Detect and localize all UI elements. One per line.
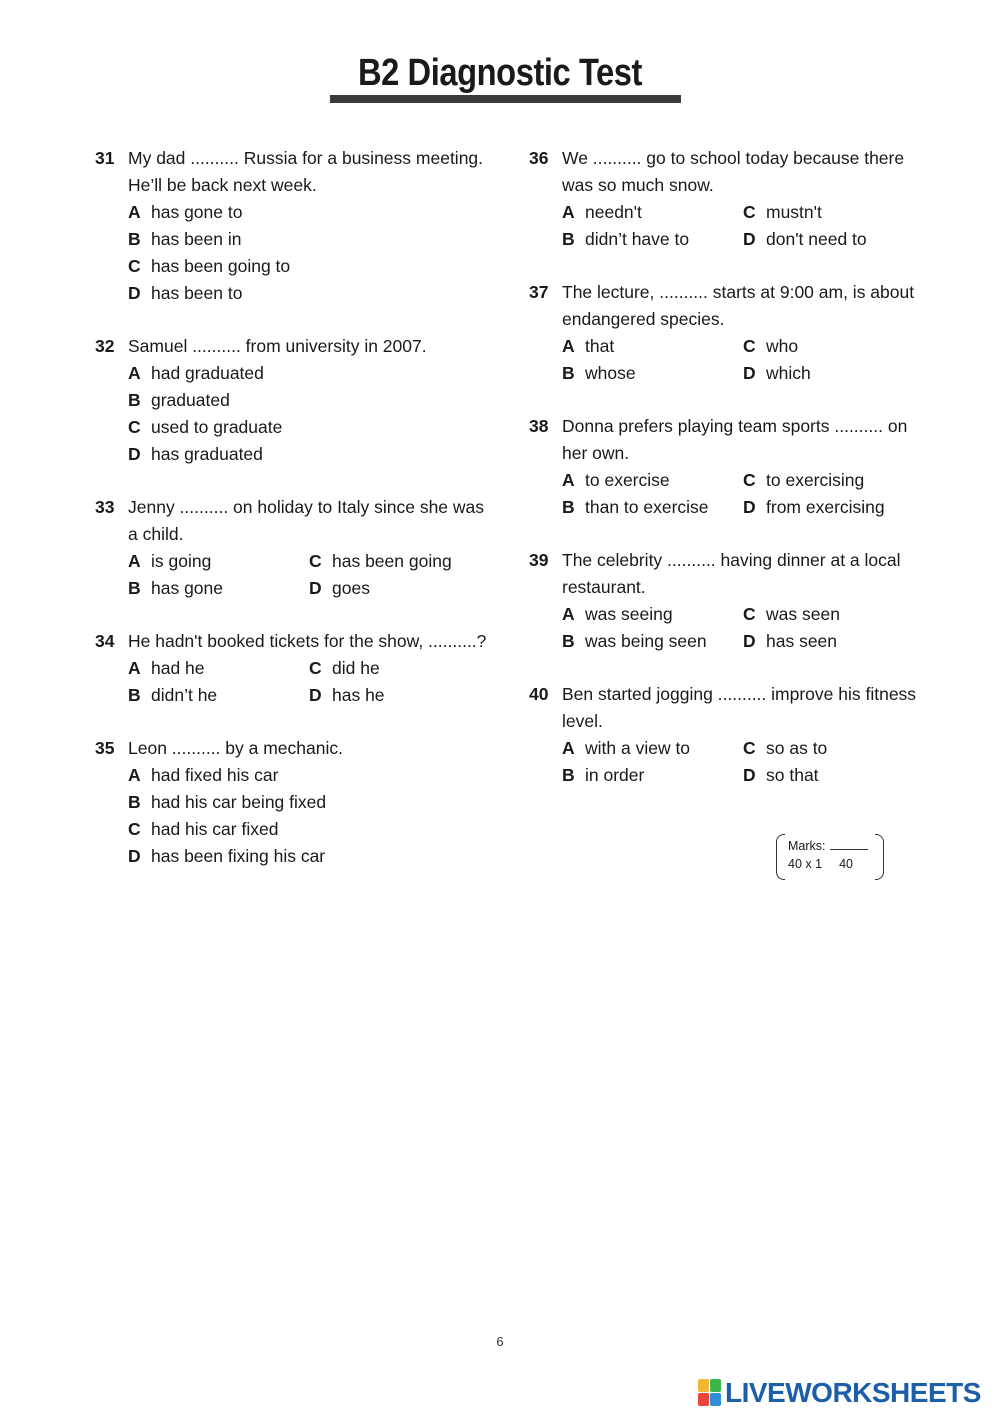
option-40-a[interactable] [562,735,743,762]
option-text: did he [332,658,380,678]
option-letter: C [128,819,141,839]
option-letter: A [128,551,141,571]
option-text: used to graduate [151,417,283,437]
option-text: mustn't [766,202,822,222]
option-38-b[interactable] [562,494,743,521]
option-text: needn't [585,202,642,222]
marks-label: Marks: [788,839,826,853]
option-letter: D [309,685,322,705]
option-34-b[interactable] [128,682,309,709]
option-text: has been going [332,551,452,571]
option-31-d[interactable] [128,280,495,307]
question-text: The lecture, .......... starts at 9:00 am, is about endangered species. [562,282,915,329]
option-text: has been to [151,283,243,303]
option-letter: A [128,363,141,383]
option-letter: D [743,631,756,651]
option-31-a[interactable] [128,199,495,226]
answer-options [95,360,495,468]
option-letter: D [128,283,141,303]
option-text: so that [766,765,819,785]
option-text: has seen [766,631,838,651]
question-text: Samuel .......... from university in 2007. [128,336,427,356]
option-38-a[interactable] [562,467,743,494]
title-underline [330,95,681,103]
option-letter: C [743,738,756,758]
option-40-d[interactable] [743,762,933,789]
question-text: The celebrity .......... having dinner at a local restaurant. [562,550,901,597]
option-33-d[interactable] [309,575,499,602]
answer-options [529,199,929,253]
question-text: Ben started jogging .......... improve his fitness level. [562,684,917,731]
option-39-d[interactable] [743,628,933,655]
option-text: so as to [766,738,828,758]
option-text: has been going to [151,256,291,276]
left-column [95,145,495,896]
option-letter: C [743,202,756,222]
option-text: has gone [151,578,224,598]
answer-options [529,735,929,789]
option-letter: D [128,444,141,464]
option-letter: A [128,658,141,678]
option-letter: C [128,256,141,276]
option-letter: A [562,604,575,624]
option-text: didn’t he [151,685,218,705]
question-text: Leon .......... by a mechanic. [128,738,343,758]
option-31-c[interactable] [128,253,495,280]
option-33-c[interactable] [309,548,499,575]
option-text: in order [585,765,645,785]
question-number: 31 [95,148,115,168]
option-40-c[interactable] [743,735,933,762]
option-letter: D [128,846,141,866]
question-number: 32 [95,336,115,356]
option-39-a[interactable] [562,601,743,628]
option-letter: D [743,229,756,249]
option-39-b[interactable] [562,628,743,655]
option-text: didn’t have to [585,229,690,249]
option-35-c[interactable] [128,816,495,843]
option-text: to exercise [585,470,670,490]
answer-options [529,333,929,387]
question-text: My dad .......... Russia for a business meeting. He’ll be back next week. [128,148,484,195]
question-text: Donna prefers playing team sports .......... on her own. [562,416,908,463]
question-number: 37 [529,282,549,302]
option-text: had fixed his car [151,765,279,785]
question-number: 39 [529,550,549,570]
marks-box [776,834,884,882]
option-36-b[interactable] [562,226,743,253]
question-text: We .......... go to school today because there was so much snow. [562,148,905,195]
option-31-b[interactable] [128,226,495,253]
option-34-a[interactable] [128,655,309,682]
option-letter: B [562,497,575,517]
option-letter: A [562,336,575,356]
question-38 [529,413,929,521]
question-text: He hadn't booked tickets for the show, ..........? [128,631,487,651]
option-letter: B [128,578,141,598]
option-text: whose [585,363,636,383]
marks-formula: 40 x 1 [788,857,823,871]
option-letter: B [562,765,575,785]
option-text: was being seen [585,631,707,651]
option-letter: A [562,470,575,490]
question-32 [95,333,495,468]
option-letter: C [128,417,141,437]
option-letter: D [743,363,756,383]
question-39 [529,547,929,655]
option-32-d[interactable] [128,441,495,468]
right-column [529,145,929,815]
option-letter: A [128,765,141,785]
option-36-d[interactable] [743,226,933,253]
question-33 [95,494,495,602]
page-title: B2 Diagnostic Test [357,52,643,94]
option-36-a[interactable] [562,199,743,226]
question-text: Jenny .......... on holiday to Italy since she was a child. [128,497,485,544]
option-letter: B [562,631,575,651]
option-text: had his car fixed [151,819,279,839]
option-32-a[interactable] [128,360,495,387]
option-text: graduated [151,390,230,410]
question-number: 36 [529,148,549,168]
option-letter: B [128,685,141,705]
option-letter: C [743,604,756,624]
answer-options [95,655,495,709]
option-text: goes [332,578,370,598]
option-letter: C [309,658,322,678]
marks-bracket-left [776,834,785,880]
option-37-b[interactable] [562,360,743,387]
option-text: has he [332,685,385,705]
option-32-b[interactable] [128,387,495,414]
question-number: 35 [95,738,115,758]
option-38-c[interactable] [743,467,933,494]
option-34-c[interactable] [309,655,499,682]
option-letter: C [743,470,756,490]
question-35 [95,735,495,870]
option-letter: B [128,229,141,249]
option-37-c[interactable] [743,333,933,360]
option-letter: B [562,229,575,249]
marks-total: 40 [839,857,853,871]
question-number: 34 [95,631,115,651]
marks-bracket-right [875,834,884,880]
answer-options [95,548,495,602]
option-37-d[interactable] [743,360,933,387]
option-34-d[interactable] [309,682,499,709]
option-33-a[interactable] [128,548,309,575]
liveworksheets-icon [698,1379,722,1407]
option-letter: B [128,390,141,410]
option-letter: B [562,363,575,383]
option-40-b[interactable] [562,762,743,789]
option-letter: C [309,551,322,571]
page-number: 6 [496,1334,504,1349]
question-34 [95,628,495,709]
option-35-d[interactable] [128,843,495,870]
answer-options [529,601,929,655]
option-letter: D [743,765,756,785]
option-text: had graduated [151,363,264,383]
question-37 [529,279,929,387]
option-text: has graduated [151,444,263,464]
answer-options [95,199,495,307]
option-letter: C [743,336,756,356]
option-text: has been in [151,229,242,249]
option-text: with a view to [585,738,691,758]
option-letter: B [128,792,141,812]
option-text: that [585,336,615,356]
option-37-a[interactable] [562,333,743,360]
option-35-a[interactable] [128,762,495,789]
question-number: 33 [95,497,115,517]
option-text: had he [151,658,205,678]
answer-options [529,467,929,521]
option-32-c[interactable] [128,414,495,441]
option-text: to exercising [766,470,865,490]
question-number: 38 [529,416,549,436]
option-text: than to exercise [585,497,709,517]
marks-blank-field[interactable] [830,839,868,850]
option-text: has gone to [151,202,243,222]
option-letter: D [309,578,322,598]
option-text: had his car being fixed [151,792,327,812]
question-31 [95,145,495,307]
option-letter: A [562,738,575,758]
option-text: which [766,363,811,383]
question-number: 40 [529,684,549,704]
question-40 [529,681,929,789]
option-35-b[interactable] [128,789,495,816]
option-letter: D [743,497,756,517]
option-text: who [766,336,799,356]
option-38-d[interactable] [743,494,933,521]
option-text: don't need to [766,229,867,249]
option-text: was seen [766,604,840,624]
question-36 [529,145,929,253]
option-text: is going [151,551,212,571]
option-36-c[interactable] [743,199,933,226]
option-text: was seeing [585,604,673,624]
option-text: has been fixing his car [151,846,326,866]
answer-options [95,762,495,870]
option-letter: A [128,202,141,222]
option-text: from exercising [766,497,885,517]
liveworksheets-wordmark: LIVEWORKSHEETS [725,1377,981,1408]
liveworksheets-logo [698,1377,981,1409]
option-33-b[interactable] [128,575,309,602]
option-letter: A [562,202,575,222]
option-39-c[interactable] [743,601,933,628]
